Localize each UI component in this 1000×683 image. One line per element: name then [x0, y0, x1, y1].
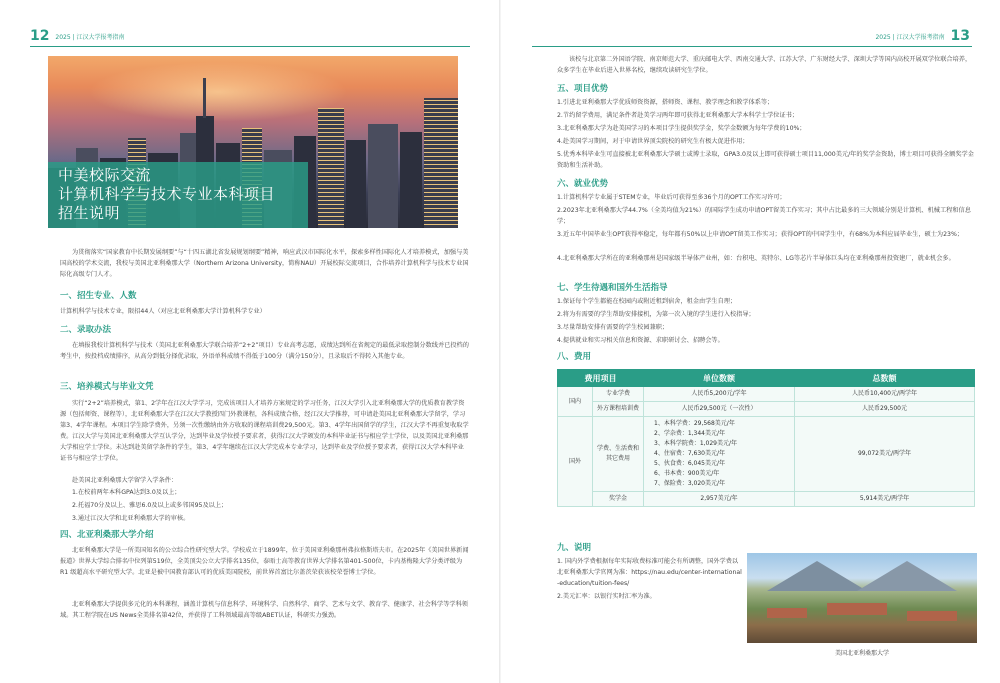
list-item: 2、学杂费：1,344美元/年	[654, 430, 726, 437]
section-5-item-3: 3.北亚利桑那大学为赴美国学习的本项目学生提供奖学金，奖学金数额为每年学费的10%；	[557, 125, 806, 132]
section-8-title: 八、费用	[557, 352, 592, 362]
table-row	[558, 492, 975, 507]
section-1-body: 计算机科学与技术专业，限招44人（对应北亚利桑那大学计算机科学专业）	[60, 308, 266, 315]
fee-header-total: 总数额	[795, 370, 975, 387]
section-4-title: 四、北亚利桑那大学介绍	[60, 530, 154, 540]
fee-tuition-unit: 人民币5,200元/学年	[644, 387, 795, 402]
fee-living-item: 学费、生活费和其它费用	[593, 417, 644, 492]
left-header-rule	[30, 46, 470, 47]
fee-living-unit-list	[644, 417, 795, 492]
list-item: 7、保险费：3,020美元/年	[654, 480, 726, 487]
section-7-item-3: 3.尽量帮助安排有需要的学生校园兼职；	[557, 324, 669, 331]
right-header-rule	[532, 46, 972, 47]
section-3-req-title: 赴美国北亚利桑那大学留学入学条件：	[72, 477, 178, 484]
section-6-item-4: 4.北亚利桑那大学所在的亚利桑那州是国家级半导体产业州，如：台积电、英特尔、LG等芯片半导体巨头均在亚利桑那州投资建厂，就业机会多。	[557, 255, 955, 262]
section-3-req-2: 2.托福70分及以上、雅思6.0及以上或多邻国95及以上；	[72, 502, 228, 509]
hero-title-line-2: 计算机科学与技术专业本科项目	[58, 185, 276, 203]
section-5-item-2: 2.节约留学费用，满足条件者赴美学习两年即可获得北亚利桑那大学本科学士学位证书；	[557, 112, 799, 119]
fee-header-item: 费用项目	[558, 370, 644, 387]
list-item: 6、书本费：900美元/年	[654, 470, 720, 477]
section-7-item-4: 4.提供就业和实习相关信息和资源、求职研讨会、招聘会等。	[557, 337, 724, 344]
section-2-body: 在填报我校计算机科学与技术（美国北亚利桑那大学联合培养“2+2”项目）专业高考志愿，成绩达到所在省规定的最低录取控制分数线并已投档的考生中，按投档成绩排序，从高分到低分择优录取，外语单科成绩不得低于100分（满分150分），且录取后不得转入其他专业。	[60, 342, 469, 360]
section-2-title: 二、录取办法	[60, 325, 112, 335]
section-3-req-1: 1.在校前两年本科GPA达到3.0及以上；	[72, 489, 181, 496]
section-9-item-2: 2.美元汇率：以银行实时汇率为准。	[557, 593, 656, 600]
list-item: 3、本科学院费：1,029美元/年	[654, 440, 738, 447]
list-item: 1、本科学费：29,568美元/年	[654, 420, 735, 427]
section-5-item-1: 1.引进北亚利桑那大学优质师资资源，搭师资、课程、教学理念和教学体系等；	[557, 99, 774, 106]
section-6-item-2: 2.2023年北亚利桑那大学44.7%（全美均值为21%）的国际学生成功申请OPT留美工作实习；其中占比最多的三大领域分别是计算机、机械工程和信息学；	[557, 207, 971, 225]
section-7-item-1: 1.保证每个学生都能在校园内或附近租到宿舍，租金由学生自理；	[557, 298, 737, 305]
fee-domestic-label: 国内	[558, 387, 593, 417]
fee-header-unit: 单位数额	[644, 370, 795, 387]
left-page-number: 12	[30, 28, 50, 44]
fee-table	[557, 369, 975, 507]
fee-scholarship-item: 奖学金	[593, 492, 644, 507]
section-3-title: 三、培养模式与毕业文凭	[60, 382, 154, 392]
section-4-body-1: 北亚利桑那大学是一所美国知名的公立综合性研究型大学。学校成立于1899年，位于美国亚利桑那州弗拉格斯塔夫市。在2025年《美国世界新闻报道》世界大学综合排名中位列第519位，全美顶尖公立大学排名135位，泰晤士高等教育世界大学排名第401-500位，卡内基梅隆大学分类评级为 R1 级超高水平研究型大学。北亚是被中国教育部认可的优质美国院校，前世界首富比尔盖茨荣获该校荣誉博士学位。	[60, 547, 469, 576]
section-9-title: 九、说明	[557, 543, 592, 553]
section-5-item-4: 4.赴美国学习期间，对于申请世界顶尖院校的研究生有极大促进作用；	[557, 138, 749, 145]
section-6-item-1: 1.计算机科学专业属于STEM专业，毕业后可获得至多36个月的OPT工作实习许可；	[557, 194, 786, 201]
hero-title-line-1: 中美校际交流	[58, 166, 152, 184]
right-page-header	[871, 28, 970, 44]
section-5-item-5: 5.优秀本科毕业生可直接被北亚利桑那大学硕士或博士录取，GPA3.0及以上即可获得硕士项目11,000美元/年的奖学金资助，博士项目可获得全额奖学金资助和生活补助。	[557, 151, 974, 169]
table-row	[558, 402, 975, 417]
fee-training-total: 人民币29,500元	[795, 402, 975, 417]
campus-photo-caption: 美国北亚利桑那大学	[834, 650, 889, 657]
fee-table-header-row	[558, 370, 975, 387]
fee-living-total: 99,072美元/两学年	[795, 417, 975, 492]
section-3-req-3: 3.通过江汉大学和北亚利桑那大学的审核。	[72, 515, 190, 522]
table-row	[558, 387, 975, 402]
right-header-text: 2025 | 江汉大学报考指南	[875, 33, 945, 41]
hero-title-line-3: 招生说明	[58, 204, 121, 222]
section-6-title: 六、就业优势	[557, 179, 609, 189]
section-9-item-1: 1. 国内外学费根据每年实际收费标准可能会有所调整，国外学费以北亚利桑那大学官网为准：https://nau.edu/center-international-education/tuition-fees/	[557, 558, 742, 587]
fee-scholarship-total: 5,914美元/两学年	[795, 492, 975, 507]
fee-scholarship-unit: 2,957美元/年	[644, 492, 795, 507]
section-5-title: 五、项目优势	[557, 84, 609, 94]
campus-photo	[747, 553, 977, 643]
section-4-body-2: 北亚利桑那大学提供多元化的本科课程，涵盖计算机与信息科学、环境科学、自然科学、商学、艺术与文学、教育学、健康学、社会科学等学科领域。其工程学院在US News全美排名第42位，并获得了工科领域最高等级ABET认证，科研实力强劲。	[60, 601, 468, 619]
left-header-text: 2025 | 江汉大学报考指南	[55, 33, 125, 41]
list-item: 4、住宿费：7,630美元/年	[654, 450, 726, 457]
table-row	[558, 417, 975, 492]
hero-title-box	[48, 162, 308, 228]
list-item: 5、伙食费：6,045美元/年	[654, 460, 726, 467]
fee-training-item: 外方课程培训费	[593, 402, 644, 417]
fee-tuition-total: 人民币10,400元/两学年	[795, 387, 975, 402]
fee-training-unit: 人民币29,500元（一次性）	[644, 402, 795, 417]
section-7-item-2: 2.将为有需要的学生帮助安排接机，为第一次入境的学生进行入校指导；	[557, 311, 755, 318]
left-page-header	[30, 28, 129, 44]
section-1-title: 一、招生专业、人数	[60, 291, 137, 301]
section-7-title: 七、学生待遇和国外生活指导	[557, 283, 668, 293]
page-gutter	[499, 0, 501, 683]
section-6-item-3: 3.近五年中国毕业生OPT获得率稳定，每年都有50%以上申请OPT留美工作实习；获得OPT的中国学生中，有68%为本科应届毕业生，硕士为23%；	[557, 231, 964, 238]
right-page-number: 13	[950, 28, 970, 44]
fee-tuition-item: 专业学费	[593, 387, 644, 402]
nau-partners-paragraph: 该校与北京第二外国语学院、南京师范大学、重庆邮电大学、西南交通大学、江苏大学、广东财经大学、深圳大学等国内高校开展双学位联合培养，众多学生在毕业后进入世界名校，继续攻读研究生学位。	[557, 56, 972, 74]
section-3-body: 实行“2+2”培养模式，第1、2学年在江汉大学学习，完成该项目人才培养方案规定的学习任务，江汉大学引入北亚利桑那大学的优质教育教学资源（包括师资、课程等），北亚利桑那大学在江汉大学教授四门外教课程，各科成绩合格，经江汉大学推荐，可申请赴美国北亚利桑那大学留学，学习第3、4学年课程。本项目学生除学费外，另须一次性缴纳由外方收取的课程培训费29,500元。第3、4学年出国留学的学生，江汉大学不再重复收取学费。江汉大学与美国北亚利桑那大学互认学分，达到毕业及学位授予要求者，获得江汉大学颁发的本科毕业证书与相应学士学位，以及美国北亚利桑那大学相应学士学位。未达到赴美留学条件的学生，第3、4学年继续在江汉大学完成本专业学习，达到毕业及学位授予要求者，获得江汉大学本科毕业证书与相应学士学位。	[60, 400, 469, 462]
fee-abroad-label: 国外	[558, 417, 593, 507]
intro-paragraph: 为贯彻落实“国家教育中长期发展纲要”与“十四五湖北省发展规划纲要”精神，响应武汉市国际化水平，探索多样性国际化人才培养模式，加强与美国高校的学术交流，我校与美国北亚利桑那大学（Northern Arizona University，简称NAU）开展校际交流项目，合作培养计算机科学与技术专业国际化高级专门人才。	[60, 249, 469, 278]
